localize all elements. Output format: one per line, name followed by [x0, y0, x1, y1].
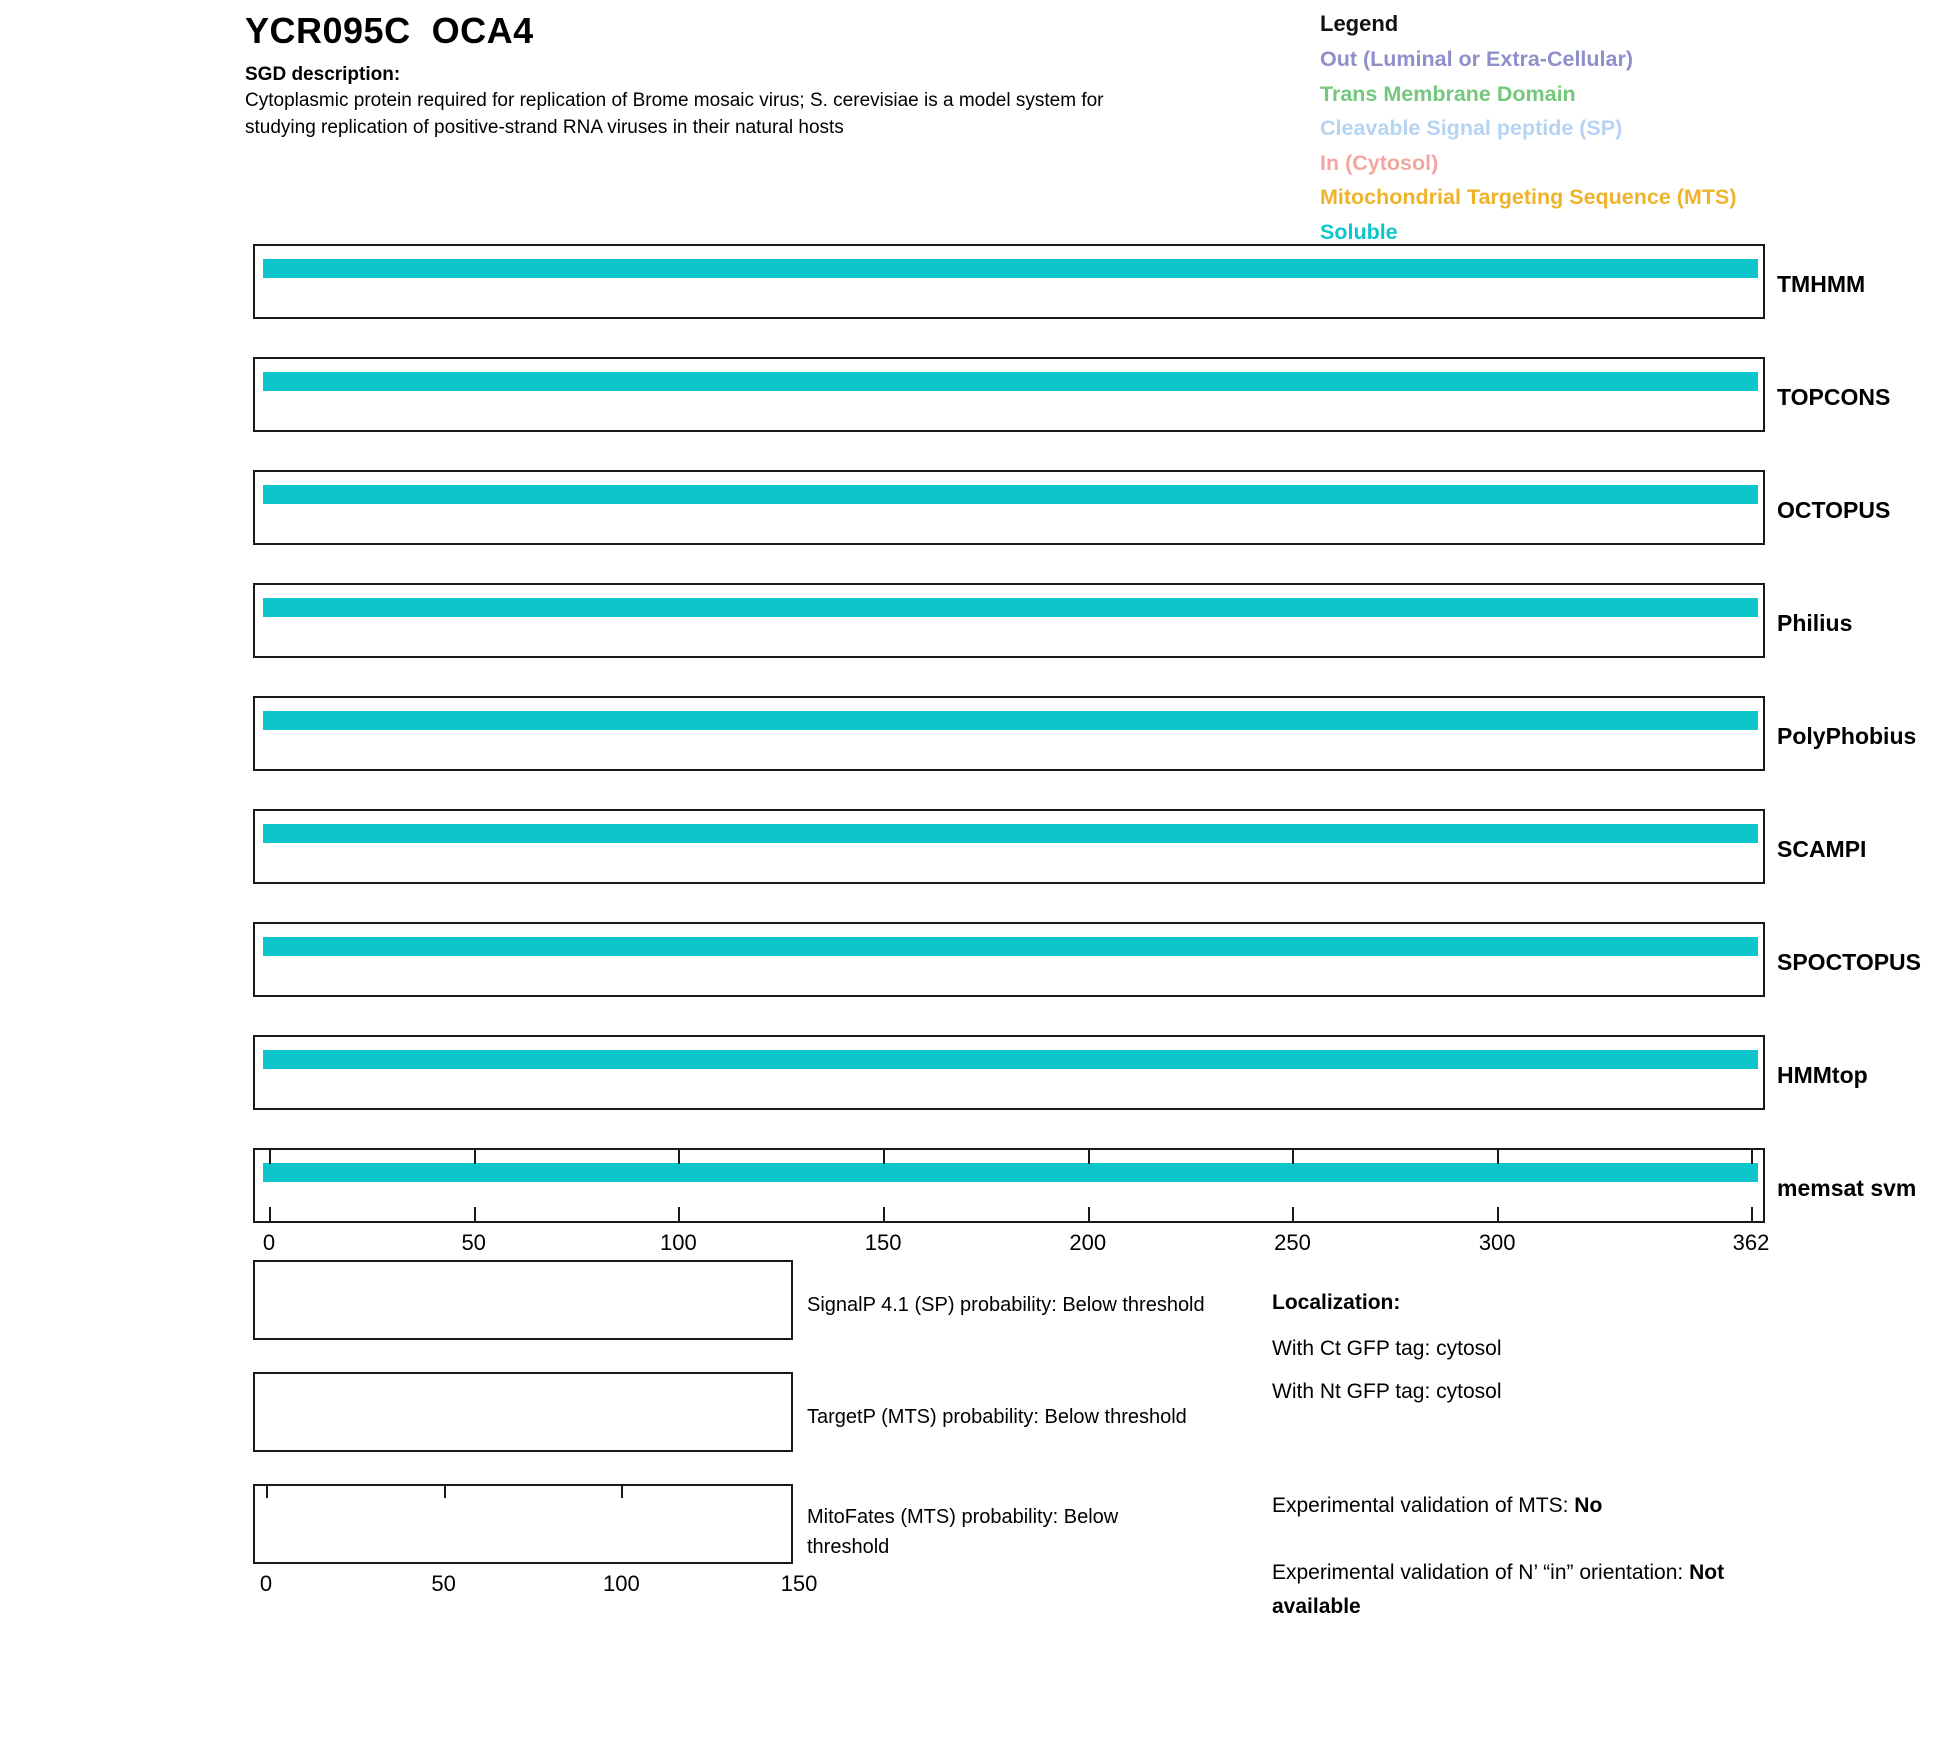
track-box-philius — [253, 583, 1765, 658]
track-box-polyphobius — [253, 696, 1765, 771]
track-label-polyphobius: PolyPhobius — [1777, 723, 1917, 749]
plot-axis-tick-label: 50 — [431, 1571, 456, 1596]
prediction-bar-soluble — [263, 485, 1758, 504]
localization-heading: Localization: — [1272, 1291, 1401, 1314]
track-label-scampi: SCAMPI — [1777, 836, 1867, 862]
plot-label-line: SignalP 4.1 (SP) probability: Below threshold — [807, 1294, 1205, 1316]
track-label-philius: Philius — [1777, 610, 1853, 636]
plot-axis-tick-label: 150 — [780, 1571, 818, 1596]
axis-tick-label: 0 — [262, 1230, 276, 1255]
axis-tick-label: 200 — [1069, 1230, 1107, 1255]
axis-tick-label: 250 — [1274, 1230, 1311, 1255]
axis-tick-bottom — [1088, 1207, 1090, 1221]
validation-orientation-value: Not available — [1272, 1561, 1725, 1618]
plot-axis-tick-label: 0 — [259, 1571, 273, 1596]
plot-tick-top — [444, 1486, 446, 1498]
plot-label-targetp-mts — [807, 1402, 1187, 1432]
prediction-bar-soluble — [263, 1050, 1758, 1069]
axis-tick-bottom — [678, 1207, 680, 1221]
track-box-memsat-svm — [253, 1148, 1765, 1223]
plot-label-mitofates-mts — [807, 1502, 1118, 1562]
axis-tick-top — [1497, 1150, 1499, 1164]
legend-entry-trans-membrane-domain: Trans Membrane Domain — [1320, 81, 1576, 106]
legend-entry-out-luminal-or-extra-cellular: Out (Luminal or Extra-Cellular) — [1320, 47, 1633, 71]
axis-tick-bottom — [474, 1207, 476, 1221]
prediction-bar-soluble — [263, 259, 1758, 278]
plot-tick-top — [621, 1486, 623, 1498]
axis-tick-bottom — [1292, 1207, 1294, 1221]
validation-orientation-label: Experimental validation of N’ “in” orientation: — [1272, 1561, 1690, 1584]
track-box-scampi — [253, 809, 1765, 884]
validation-mts-label: Experimental validation of MTS: — [1272, 1494, 1575, 1517]
validation-orientation — [1272, 1556, 1804, 1624]
plot-box-targetp-mts — [253, 1372, 793, 1452]
legend-entry-soluble: Soluble — [1320, 219, 1398, 244]
track-label-octopus: OCTOPUS — [1777, 497, 1891, 523]
plot-label-line: MitoFates (MTS) probability: Below — [807, 1506, 1119, 1528]
sgd-description-heading: SGD description: — [245, 64, 401, 85]
localization-nt-gfp: With Nt GFP tag: cytosol — [1272, 1380, 1502, 1403]
axis-tick-bottom — [883, 1207, 885, 1221]
track-box-topcons — [253, 357, 1765, 432]
axis-tick-top — [269, 1150, 271, 1164]
sgd-description-text: Cytoplasmic protein required for replication of Brome mosaic virus; S. cerevisiae is a model system for — [245, 90, 1104, 111]
axis-tick-label: 100 — [660, 1230, 697, 1255]
plot-tick-top — [266, 1486, 268, 1498]
legend-entry-mitochondrial-targeting-sequence-mts: Mitochondrial Targeting Sequence (MTS) — [1320, 185, 1737, 209]
track-label-spoctopus: SPOCTOPUS — [1777, 949, 1921, 975]
axis-tick-label: 362 — [1732, 1230, 1770, 1255]
axis-tick-label: 50 — [461, 1230, 486, 1255]
axis-tick-top — [1751, 1150, 1753, 1164]
legend-entry-in-cytosol: In (Cytosol) — [1320, 150, 1439, 175]
axis-tick-top — [474, 1150, 476, 1164]
prediction-bar-soluble — [263, 598, 1758, 617]
track-box-hmmtop — [253, 1035, 1765, 1110]
plot-axis-tick-label: 100 — [602, 1571, 640, 1596]
plot-label-line: threshold — [807, 1536, 890, 1558]
track-box-spoctopus — [253, 922, 1765, 997]
validation-mts — [1272, 1489, 1804, 1523]
track-box-tmhmm — [253, 244, 1765, 319]
legend-entry-cleavable-signal-peptide-sp: Cleavable Signal peptide (SP) — [1320, 116, 1623, 140]
legend-entries — [1320, 42, 1880, 249]
axis-tick-label: 150 — [864, 1230, 902, 1255]
axis-tick-bottom — [269, 1207, 271, 1221]
axis-tick-top — [1292, 1150, 1294, 1164]
prediction-bar-soluble — [263, 937, 1758, 956]
plot-label-line: TargetP (MTS) probability: Below threshold — [807, 1406, 1187, 1428]
legend — [1320, 6, 1880, 249]
plot-label-signalp-4-1-sp — [807, 1290, 1205, 1320]
axis-tick-top — [678, 1150, 680, 1164]
page-title: YCR095C OCA4 — [245, 10, 534, 51]
prediction-bar-soluble — [263, 824, 1758, 843]
track-label-hmmtop: HMMtop — [1777, 1062, 1868, 1088]
prediction-bar-soluble — [263, 1163, 1758, 1182]
axis-tick-top — [1088, 1150, 1090, 1164]
track-label-memsat-svm: memsat svm — [1777, 1175, 1917, 1201]
axis-tick-bottom — [1751, 1207, 1753, 1221]
track-label-topcons: TOPCONS — [1777, 384, 1891, 410]
validation-mts-value: No — [1574, 1494, 1603, 1517]
axis-tick-label: 300 — [1478, 1230, 1516, 1255]
axis-tick-bottom — [1497, 1207, 1499, 1221]
track-box-octopus — [253, 470, 1765, 545]
track-label-tmhmm: TMHMM — [1777, 271, 1866, 297]
prediction-bar-soluble — [263, 372, 1758, 391]
plot-box-mitofates-mts — [253, 1484, 793, 1564]
prediction-bar-soluble — [263, 711, 1758, 730]
sgd-description-text: studying replication of positive-strand RNA viruses in their natural hosts — [245, 117, 844, 138]
legend-title: Legend — [1320, 11, 1399, 36]
localization-ct-gfp: With Ct GFP tag: cytosol — [1272, 1337, 1502, 1360]
plot-box-signalp-4-1-sp — [253, 1260, 793, 1340]
axis-tick-top — [883, 1150, 885, 1164]
